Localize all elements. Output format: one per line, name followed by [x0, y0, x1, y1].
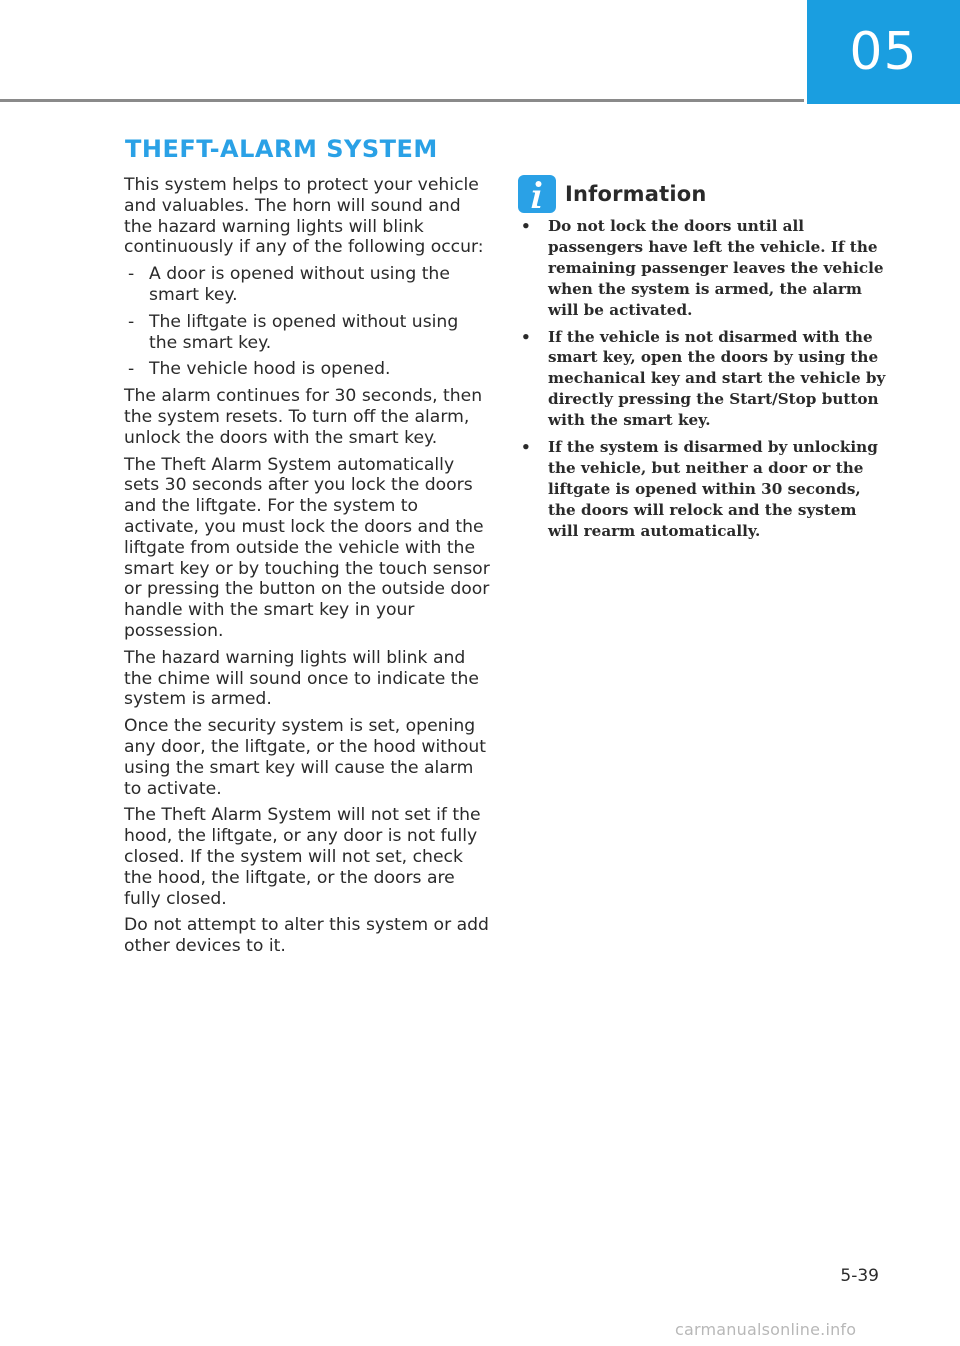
information-title: Information	[565, 182, 707, 206]
body-paragraph: The Theft Alarm System will not set if the hood, the liftgate, or any door is not fully closed. If the system will not set, check the hood, the liftgate, or the doors are fully closed.	[124, 805, 481, 909]
watermark: carmanualsonline.info	[675, 1320, 857, 1339]
left-column	[124, 175, 490, 963]
list-item-text: If the system is disarmed by unlocking the vehicle, but neither a door or the liftgate is opened within 30 seconds, the doors will relock and the system will rearm automatically.	[548, 438, 878, 540]
list-item	[124, 312, 490, 354]
body-paragraph: The hazard warning lights will blink and the chime will sound once to indicate the system is armed.	[124, 647, 479, 710]
section-title: THEFT-ALARM SYSTEM	[125, 135, 438, 163]
body-paragraph: The alarm continues for 30 seconds, then the system resets. To turn off the alarm, unlock the doors with the smart key.	[124, 386, 483, 448]
list-item-text: The liftgate is opened without using the smart key.	[149, 311, 459, 353]
list-item-text: Do not lock the doors until all passengers have left the vehicle. If the remaining passenger leaves the vehicle when the system is armed, the alarm will be activated.	[548, 217, 884, 319]
page-number: 5-39	[840, 1266, 879, 1286]
list-item-text: If the vehicle is not disarmed with the smart key, open the doors by using the mechanical key and start the vehicle by directly pressing the Start/Stop button with the smart key.	[548, 327, 886, 430]
list-item	[124, 264, 490, 306]
intro-paragraph: This system helps to protect your vehicle and valuables. The horn will sound and the hazard warning lights will blink continuously if any of the following occur:	[124, 175, 484, 258]
dash-mark: -	[128, 264, 135, 285]
body-paragraph: Once the security system is set, opening any door, the liftgate, or the hood without using the smart key will cause the alarm to activate.	[124, 716, 487, 799]
header-rule	[0, 99, 804, 102]
list-item	[518, 437, 888, 542]
information-box	[518, 174, 888, 548]
bullet-mark: •	[521, 327, 531, 346]
info-icon	[518, 175, 556, 213]
list-item	[518, 216, 888, 321]
list-item	[124, 359, 490, 380]
dash-mark: -	[128, 359, 135, 380]
info-icon-glyph	[518, 175, 556, 213]
dash-mark: -	[128, 311, 135, 332]
information-header	[518, 174, 888, 214]
chapter-tab	[807, 0, 960, 104]
chapter-number: 05	[849, 22, 918, 82]
bullet-mark: •	[521, 217, 531, 235]
bullet-mark: •	[521, 438, 531, 457]
list-item-text: A door is opened without using the smart key.	[149, 264, 450, 305]
list-item-text: The vehicle hood is opened.	[149, 359, 391, 380]
body-paragraph: The Theft Alarm System automatically sets 30 seconds after you lock the doors and the liftgate. For the system to activate, you must lock the doors and the liftgate from outside the vehicle with the smart key or by touching the touch sensor or pressing the button on the outside door handle with the smart key in your possession.	[124, 454, 490, 641]
body-paragraph: Do not attempt to alter this system or add other devices to it.	[124, 915, 489, 957]
information-list	[518, 216, 888, 542]
dash-list	[124, 264, 490, 380]
list-item	[518, 327, 888, 432]
